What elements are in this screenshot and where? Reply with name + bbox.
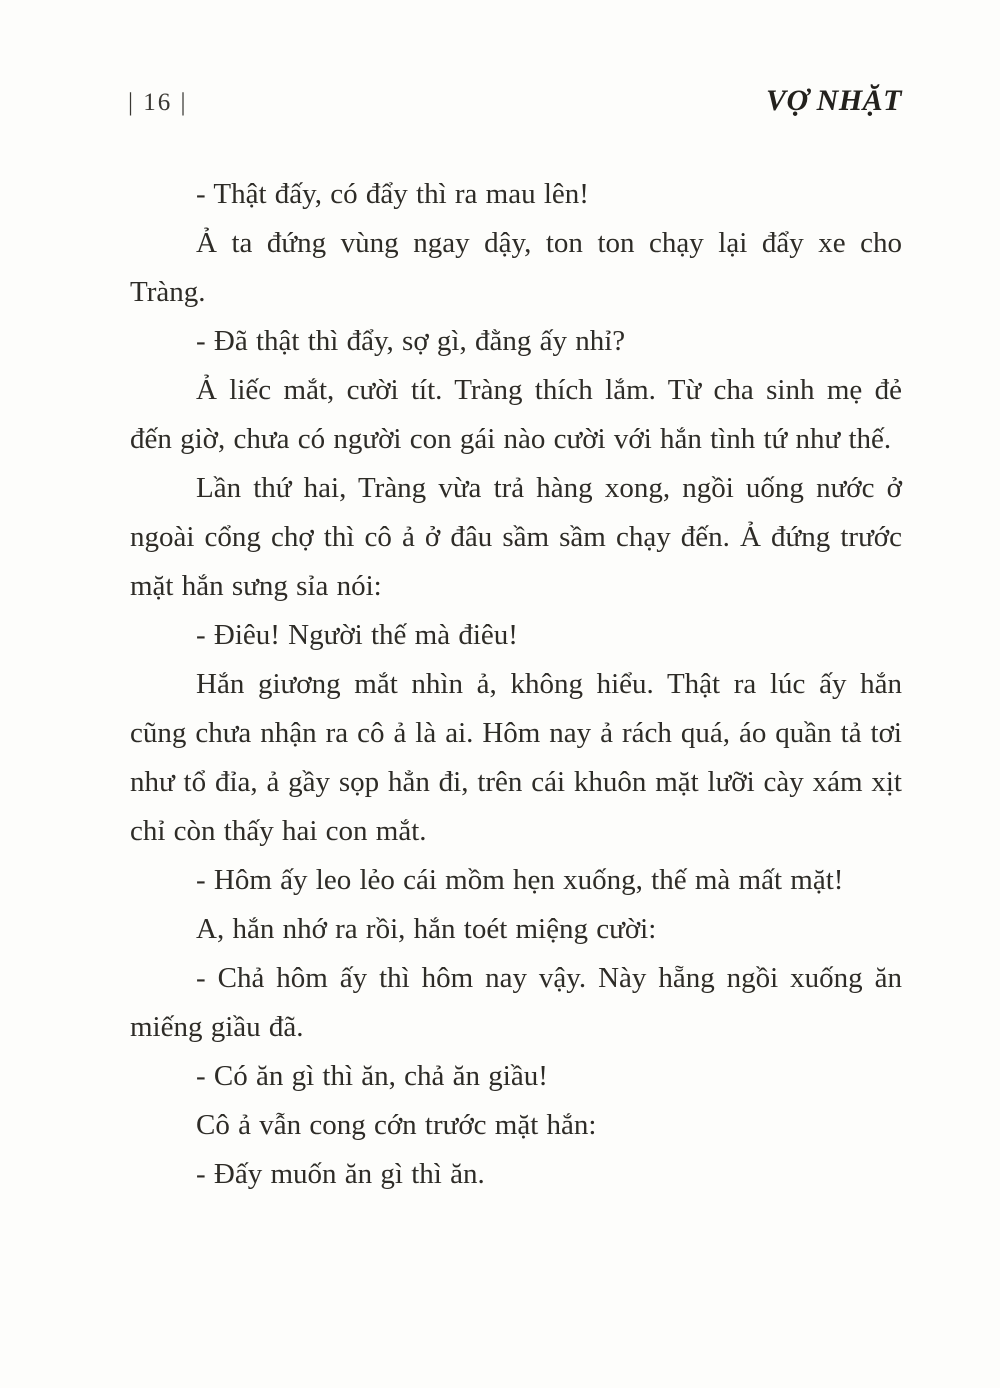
- running-header: [128, 84, 902, 118]
- paragraph: Ả liếc mắt, cười tít. Tràng thích lắm. Từ cha sinh mẹ đẻ đến giờ, chưa có người con gái nào cười với hắn tình tứ như thế.: [130, 374, 902, 455]
- paragraph: - Đã thật thì đẩy, sợ gì, đằng ấy nhỉ?: [196, 325, 626, 357]
- paragraph: - Đấy muốn ăn gì thì ăn.: [196, 1158, 485, 1190]
- paragraph: - Điêu! Người thế mà điêu!: [196, 619, 518, 651]
- paragraph: Ả ta đứng vùng ngay dậy, ton ton chạy lại đẩy xe cho Tràng.: [130, 227, 902, 308]
- paragraph: A, hắn nhớ ra rồi, hắn toét miệng cười:: [196, 913, 657, 945]
- running-title: VỢ NHẶT: [765, 84, 902, 117]
- paragraph: - Chả hôm ấy thì hôm nay vậy. Này hẵng ngồi xuống ăn miếng giầu đã.: [130, 962, 902, 1043]
- paragraph: Lần thứ hai, Tràng vừa trả hàng xong, ngồi uống nước ở ngoài cổng chợ thì cô ả ở đâu sầm sầm chạy đến. Ả đứng trước mặt hắn sưng sỉa nói:: [130, 472, 902, 602]
- paragraph: Cô ả vẫn cong cớn trước mặt hắn:: [196, 1109, 597, 1141]
- paragraph: - Hôm ấy leo lẻo cái mồm hẹn xuống, thế mà mất mặt!: [196, 864, 844, 896]
- paragraph: Hắn giương mắt nhìn ả, không hiểu. Thật ra lúc ấy hắn cũng chưa nhận ra cô ả là ai. Hôm nay ả rách quá, áo quần tả tơi như tổ đỉa, ả gầy sọp hẳn đi, trên cái khuôn mặt lưỡi cày xám xịt chỉ còn thấy hai con mắt.: [130, 668, 902, 847]
- page-number: | 16 |: [128, 89, 188, 116]
- body-text: [130, 170, 902, 1199]
- paragraph: - Thật đấy, có đẩy thì ra mau lên!: [196, 178, 589, 210]
- paragraph: - Có ăn gì thì ăn, chả ăn giầu!: [196, 1060, 548, 1092]
